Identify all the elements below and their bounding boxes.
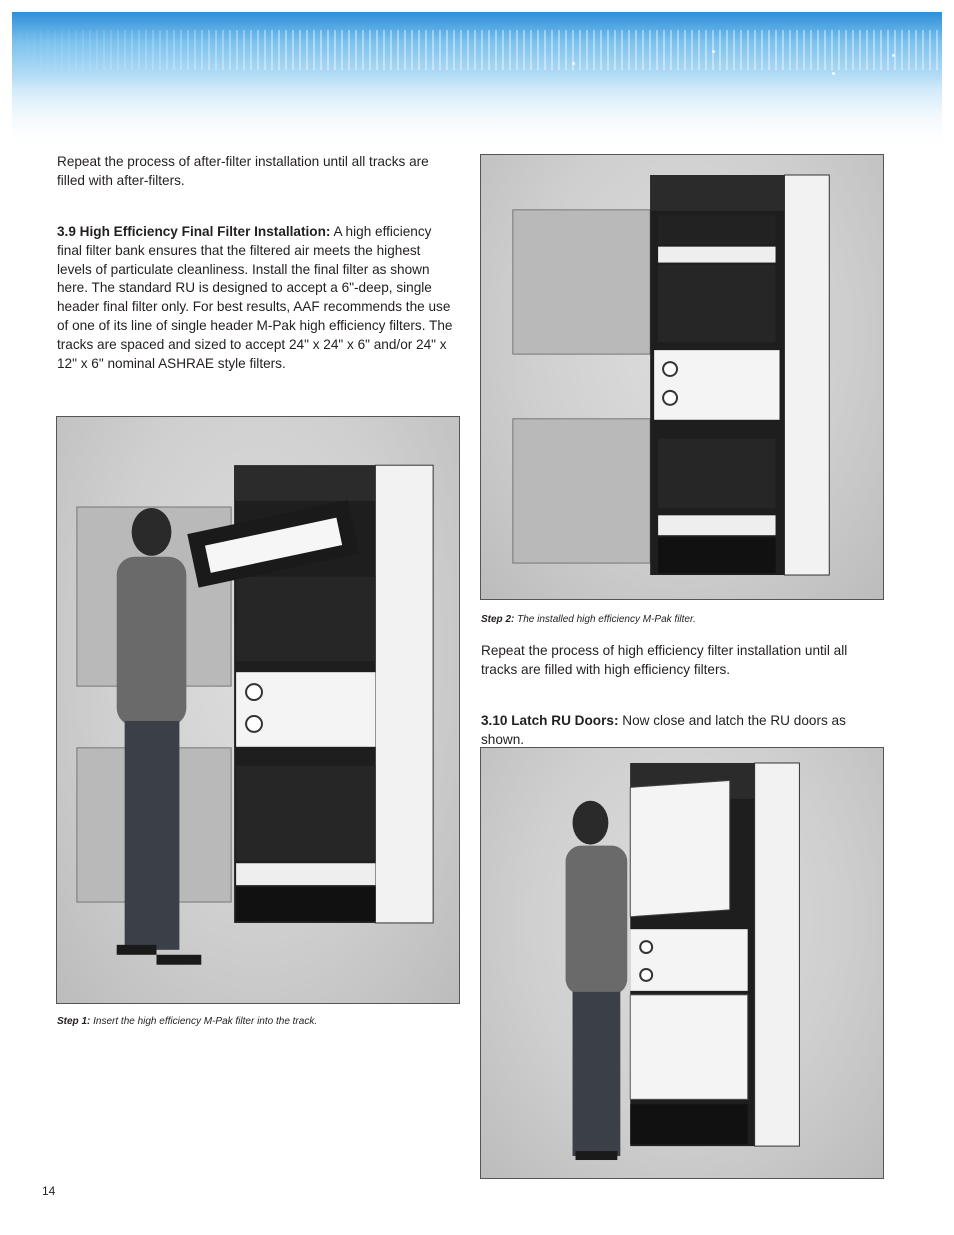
step3-photo	[480, 747, 884, 1179]
step2-photo	[480, 154, 884, 600]
step1-photo	[56, 416, 460, 1004]
step2-illustration	[481, 155, 883, 599]
step2-caption	[481, 614, 696, 625]
banner-sparkle	[572, 62, 575, 65]
step1-label: Step 1:	[57, 1016, 91, 1027]
header-banner	[12, 12, 942, 150]
step1-text: Insert the high efficiency M-Pak filter into the track.	[90, 1016, 318, 1027]
section-3-10-heading: 3.10 Latch RU Doors:	[481, 713, 619, 728]
step2-label: Step 2:	[481, 614, 515, 625]
section-3-10-body: Now close and latch the RU doors as shown.	[481, 713, 846, 747]
section-3-10-paragraph	[481, 712, 891, 750]
banner-sparkle	[892, 54, 895, 57]
section-3-9-paragraph	[57, 223, 457, 373]
banner-sparkle	[712, 50, 715, 53]
repeat-paragraph: Repeat the process of high efficiency filter installation until all tracks are filled with high efficiency filters.	[481, 643, 848, 677]
step2-text: The installed high efficiency M-Pak filter.	[514, 614, 696, 625]
section-3-9-body: A high efficiency final filter bank ensures that the filtered air meets the highest levels of particulate cleanliness. Install the final filter as shown here. The standard RU is designed to accept a 6"-deep, single header final filter only. For best results, AAF recommends the use of one of its line of single header M-Pak high efficiency filters. The tracks are spaced and sized to accept 24" x 24" x 6" and/or 24" x 12" x 6" nominal ASHRAE style filters.	[57, 224, 453, 371]
step3-illustration	[481, 748, 883, 1178]
step1-illustration	[57, 417, 459, 1003]
intro-paragraph: Repeat the process of after-filter installation until all tracks are filled with after-filters.	[57, 154, 429, 188]
section-3-9-heading: 3.9 High Efficiency Final Filter Installation:	[57, 224, 331, 239]
banner-streaks	[12, 30, 942, 70]
banner-sparkle	[832, 72, 835, 75]
banner-fade	[12, 80, 942, 150]
step1-caption	[57, 1016, 317, 1027]
page-number: 14	[42, 1184, 56, 1198]
